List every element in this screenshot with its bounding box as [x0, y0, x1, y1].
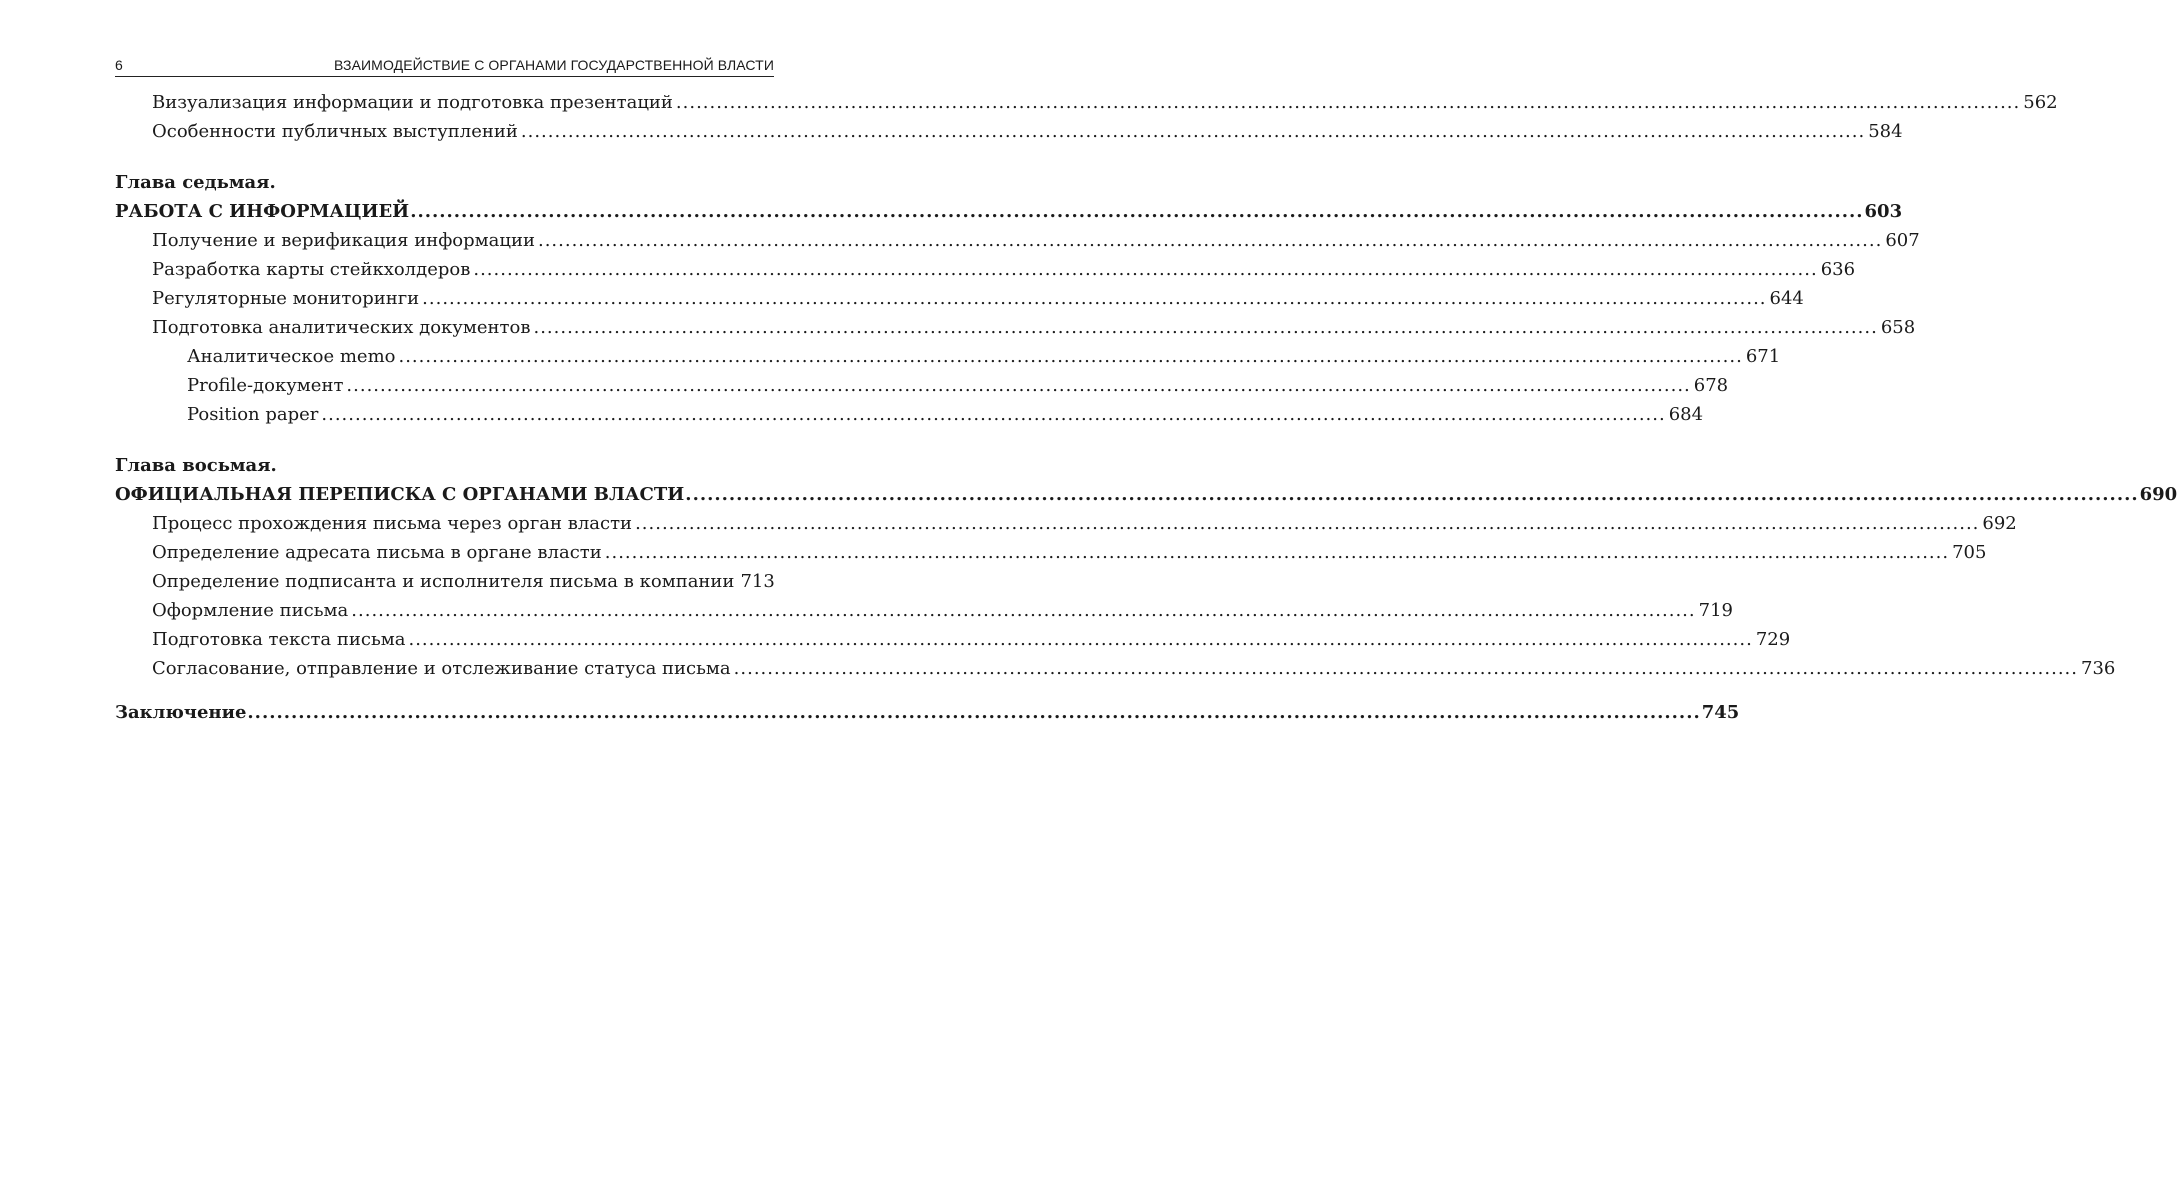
chapter-label: Глава седьмая. — [115, 172, 276, 193]
dot-leader: ........................................................................................................................................................................................................ — [675, 92, 2021, 113]
toc-entry-page: 636 — [1820, 259, 1856, 280]
dot-leader: ........................................................................................................................................................................................................ — [537, 230, 1883, 251]
toc-entry-label: Определение адресата письма в органе власти — [152, 542, 602, 563]
toc-subentry-page: 678 — [1693, 375, 1729, 396]
spacer — [115, 683, 774, 698]
toc-entry[interactable] — [115, 538, 1987, 567]
toc-entry-page: 736 — [2081, 658, 2116, 679]
toc-subentry[interactable] — [115, 371, 1729, 400]
toc-entry-label: Процесс прохождения письма через орган власти — [152, 513, 633, 534]
toc-entry-page: 607 — [1885, 230, 1920, 251]
toc-entry[interactable] — [115, 509, 2017, 538]
toc-entry[interactable] — [115, 654, 2116, 683]
conclusion-page: 745 — [1701, 702, 1740, 723]
dot-leader: ........................................................................................................................................................................................................ — [733, 658, 2078, 679]
toc-entry-page: 713 — [740, 571, 775, 592]
toc-entry-page: 692 — [1982, 513, 2017, 534]
dot-leader: ........................................................................................................................................................................................................ — [685, 484, 2139, 505]
spacer — [115, 146, 774, 168]
toc-entry-page: 729 — [1755, 629, 1791, 650]
toc-entry[interactable] — [115, 625, 1791, 654]
chapter-page: 690 — [2139, 484, 2177, 505]
toc-subentry-page: 684 — [1668, 404, 1704, 425]
toc-entry[interactable] — [115, 567, 774, 596]
chapter-title-entry[interactable] — [115, 197, 1903, 226]
running-title: ВЗАИМОДЕЙСТВИЕ С ОРГАНАМИ ГОСУДАРСТВЕННОЙ ВЛАСТИ — [334, 57, 774, 73]
conclusion-entry[interactable] — [115, 698, 1740, 727]
toc-entry-page: 658 — [1880, 317, 1916, 338]
chapter-title-entry[interactable] — [115, 480, 2177, 509]
table-of-contents — [115, 88, 2177, 727]
dot-leader: ........................................................................................................................................................................................................ — [520, 121, 1866, 142]
dot-leader: ........................................................................................................................................................................................................ — [321, 404, 1666, 425]
spacer — [115, 429, 774, 451]
toc-entry[interactable] — [115, 226, 1920, 255]
dot-leader: ........................................................................................................................................................................................................ — [635, 513, 1980, 534]
toc-subentry-label: Profile-документ — [187, 375, 344, 396]
toc-entry-page: 705 — [1952, 542, 1987, 563]
toc-subentry-label: Аналитическое memo — [187, 346, 396, 367]
toc-entry-label: Оформление письма — [152, 600, 349, 621]
conclusion-label: Заключение — [115, 702, 247, 723]
toc-entry[interactable] — [115, 88, 2058, 117]
dot-leader: ........................................................................................................................................................................................................ — [410, 201, 1864, 222]
toc-entry-label: Подготовка аналитических документов — [152, 317, 531, 338]
dot-leader: ........................................................................................................................................................................................................ — [398, 346, 1743, 367]
dot-leader: ........................................................................................................................................................................................................ — [351, 600, 1696, 621]
toc-entry-page: 719 — [1698, 600, 1733, 621]
toc-entry-label: Подготовка текста письма — [152, 629, 406, 650]
toc-entry-label: Визуализация информации и подготовка презентаций — [152, 92, 673, 113]
toc-entry-label: Регуляторные мониторинги — [152, 288, 420, 309]
toc-entry[interactable] — [115, 255, 1856, 284]
dot-leader: ........................................................................................................................................................................................................ — [408, 629, 1753, 650]
toc-entry-page: 562 — [2023, 92, 2058, 113]
dot-leader: ........................................................................................................................................................................................................ — [247, 702, 1701, 723]
toc-subentry[interactable] — [115, 400, 1704, 429]
toc-entry-label: Определение подписанта и исполнителя письма в компании — [152, 571, 735, 592]
toc-subentry[interactable] — [115, 342, 1781, 371]
toc-entry-page: 644 — [1769, 288, 1804, 309]
toc-entry[interactable] — [115, 284, 1804, 313]
toc-subentry-label: Position paper — [187, 404, 319, 425]
toc-subentry-page: 671 — [1745, 346, 1781, 367]
chapter-page: 603 — [1864, 201, 1903, 222]
toc-entry-label: Разработка карты стейкхолдеров — [152, 259, 471, 280]
chapter-title: ОФИЦИАЛЬНАЯ ПЕРЕПИСКА С ОРГАНАМИ ВЛАСТИ — [115, 484, 685, 505]
toc-entry-label: Согласование, отправление и отслеживание статуса письма — [152, 658, 731, 679]
toc-entry-label: Особенности публичных выступлений — [152, 121, 518, 142]
dot-leader: ........................................................................................................................................................................................................ — [422, 288, 1767, 309]
chapter-title: РАБОТА С ИНФОРМАЦИЕЙ — [115, 201, 410, 222]
running-header — [115, 54, 774, 77]
page-number: 6 — [115, 57, 123, 73]
toc-entry[interactable] — [115, 117, 1903, 146]
dot-leader: ........................................................................................................................................................................................................ — [473, 259, 1818, 280]
toc-entry[interactable] — [115, 313, 1916, 342]
dot-leader: ........................................................................................................................................................................................................ — [346, 375, 1691, 396]
toc-entry[interactable] — [115, 596, 1733, 625]
chapter-label: Глава восьмая. — [115, 455, 277, 476]
dot-leader: ........................................................................................................................................................................................................ — [604, 542, 1950, 563]
dot-leader: ........................................................................................................................................................................................................ — [533, 317, 1878, 338]
toc-entry-label: Получение и верификация информации — [152, 230, 535, 251]
toc-entry-page: 584 — [1868, 121, 1903, 142]
